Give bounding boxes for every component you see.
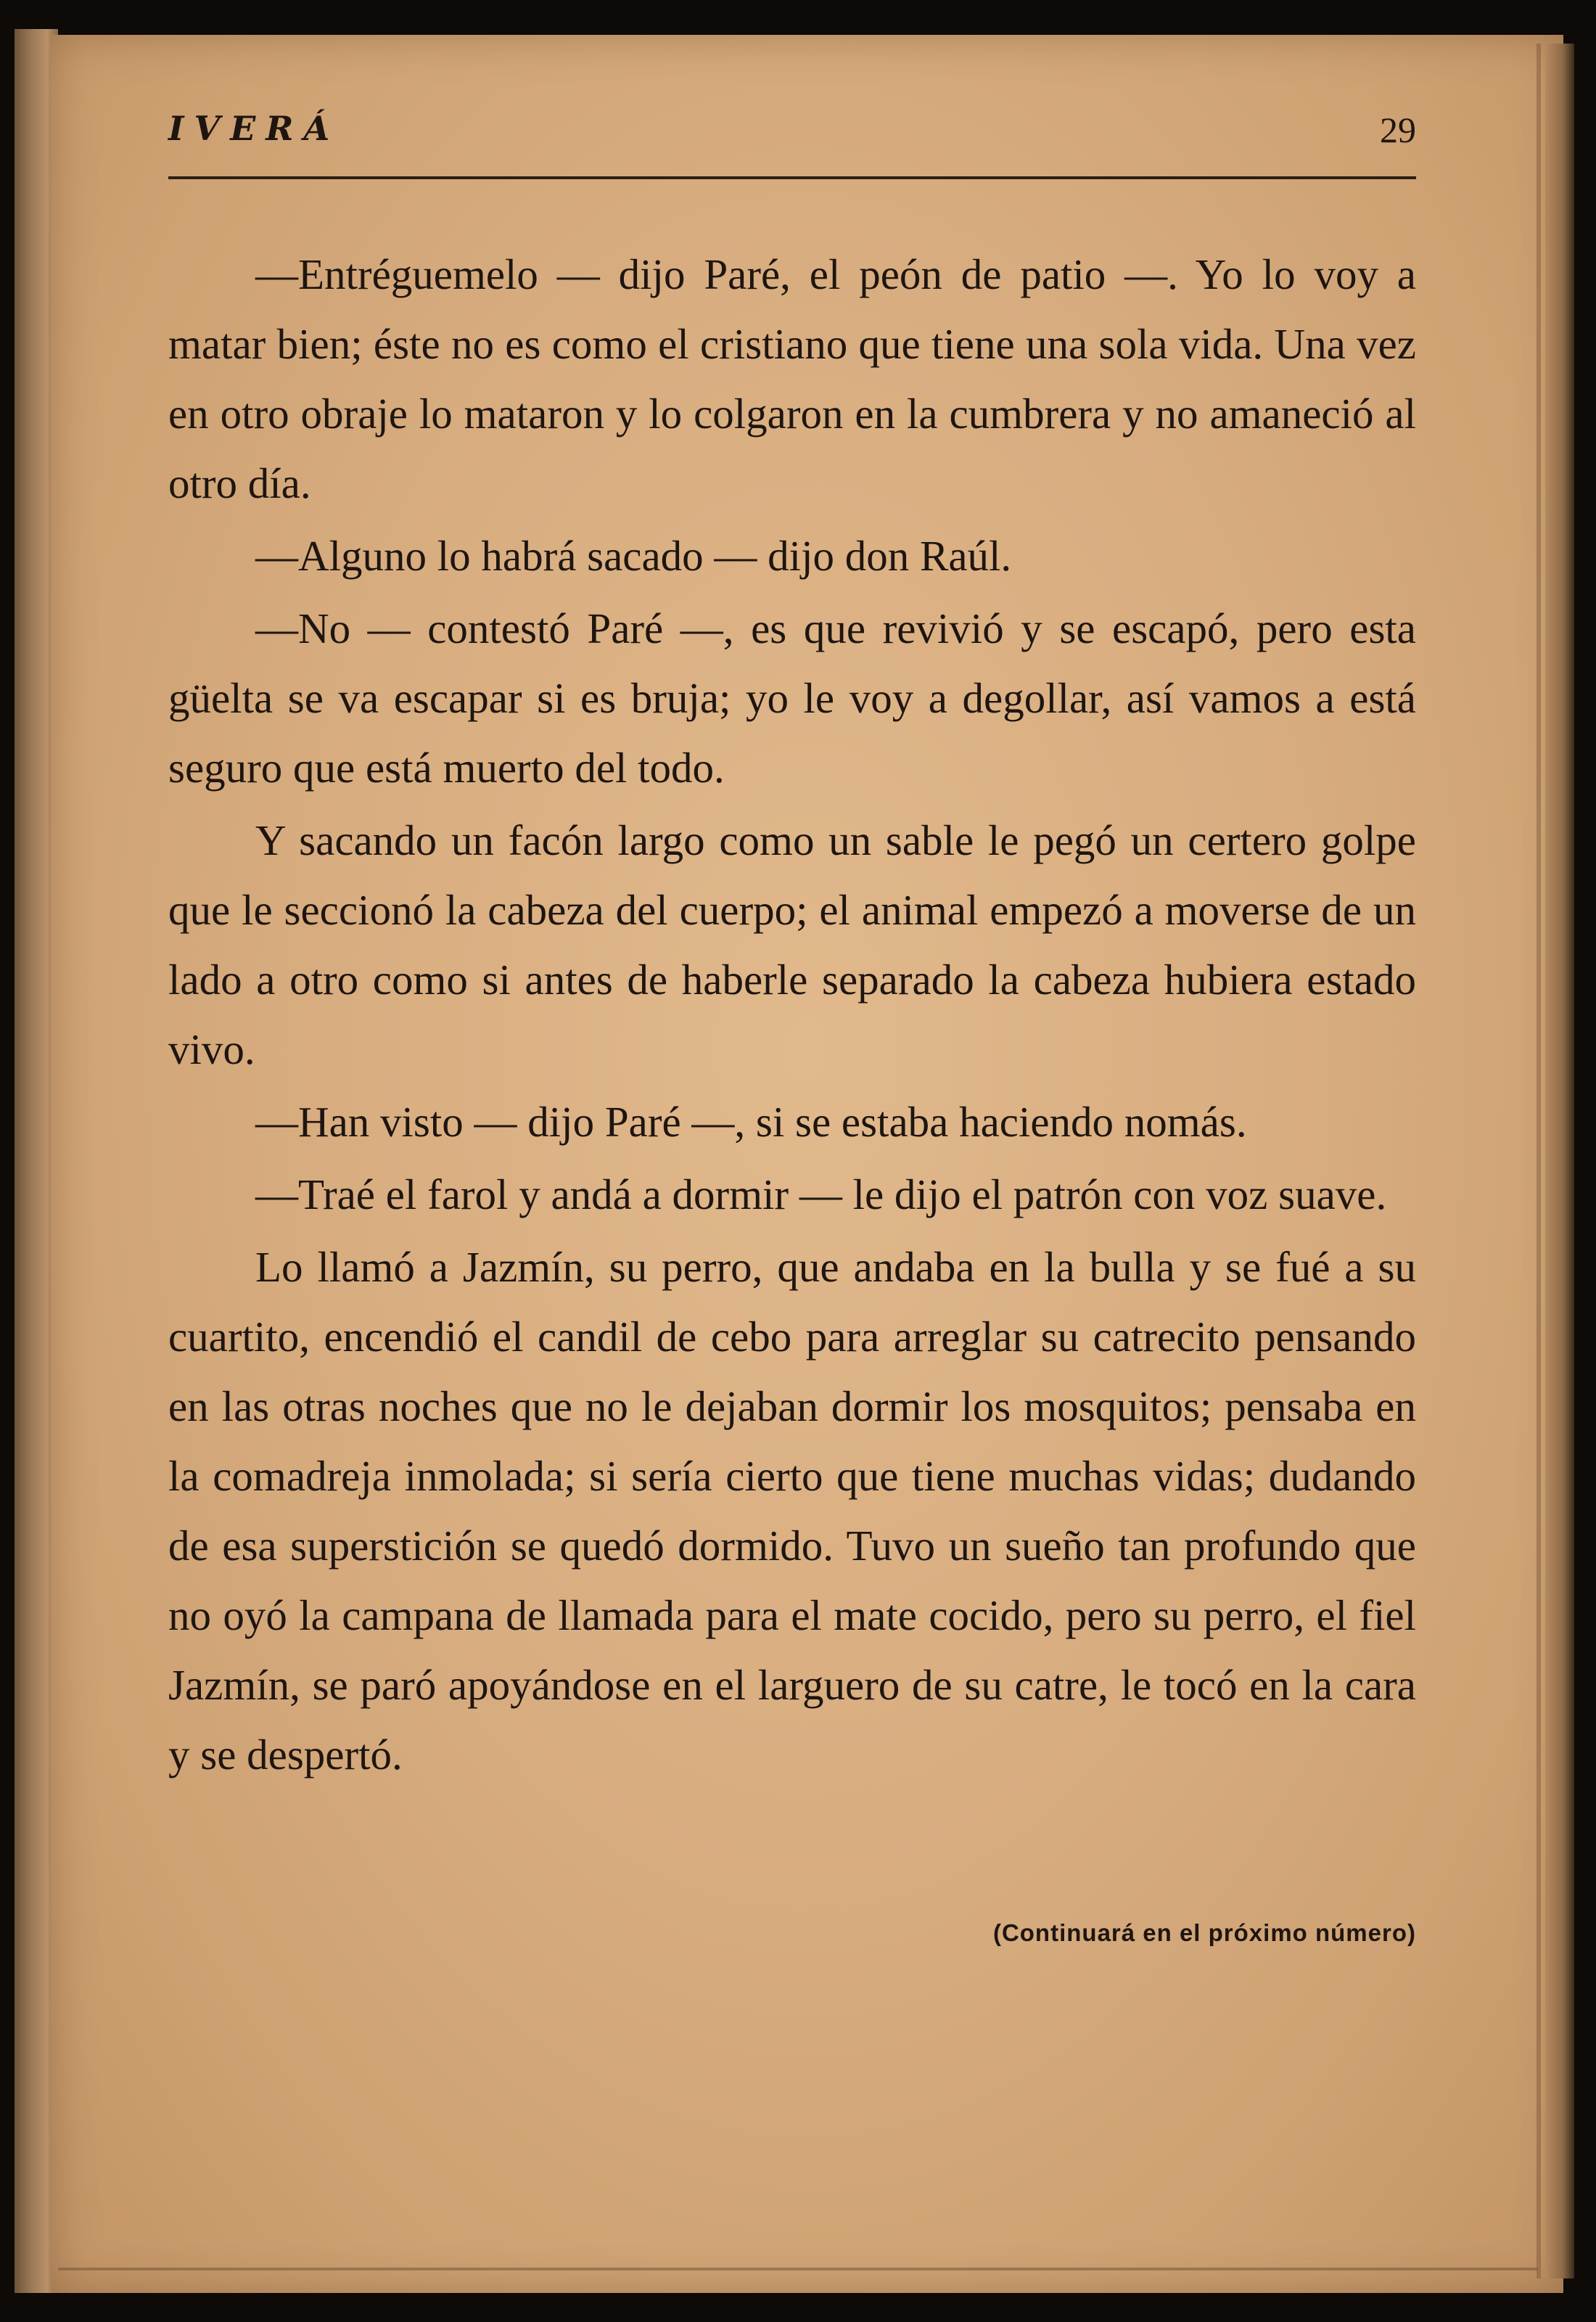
journal-name: IVERÁ: [168, 109, 340, 148]
running-header: [168, 109, 1416, 174]
page-fold-line: [1537, 44, 1541, 2278]
page-right-edge: [1545, 44, 1574, 2278]
page-bottom-line: [58, 2268, 1538, 2270]
body-text: [168, 239, 1416, 1792]
paragraph: —Entréguemelo — dijo Paré, el peón de patio —. Yo lo voy a matar bien; éste no es como el cristiano que tiene una sola vida. Una vez en otro obraje lo mataron y lo colgaron en la cumbrera y no amaneció al otro día.: [168, 250, 1416, 507]
paragraph: Lo llamó a Jazmín, su perro, que andaba en la bulla y se fué a su cuartito, encendió el candil de cebo para arreglar su catrecito pensando en las otras noches que no le dejaban dormir los mosquitos; pensaba en la comadreja inmolada; si sería cierto que tiene muchas vidas; dudando de esa superstición se quedó dormido. Tuvo un sueño tan profundo que no oyó la campana de llamada para el mate cocido, pero su perro, el fiel Jazmín, se paró apoyándose en el larguero de su catre, le tocó en la cara y se despertó.: [168, 1243, 1416, 1779]
continuation-note: (Continuará en el próximo número): [992, 1919, 1416, 1946]
paragraph: —No — contestó Paré —, es que revivió y se escapó, pero esta güelta se va escapar si es bruja; yo le voy a degollar, así vamos a está seguro que está muerto del todo.: [168, 604, 1416, 792]
page-number: 29: [1380, 110, 1416, 150]
paragraph: —Alguno lo habrá sacado — dijo don Raúl.: [255, 532, 1012, 580]
header-rule: [168, 176, 1416, 179]
paragraph: Y sacando un facón largo como un sable le pegó un certero golpe que le seccionó la cabeza del cuerpo; el animal empezó a moverse de un lado a otro como si antes de haberle separado la cabeza hubiera estado vivo.: [168, 816, 1416, 1073]
paragraph: —Han visto — dijo Paré —, si se estaba haciendo nomás.: [255, 1098, 1247, 1146]
paragraph: —Traé el farol y andá a dormir — le dijo el patrón con voz suave.: [255, 1170, 1387, 1218]
